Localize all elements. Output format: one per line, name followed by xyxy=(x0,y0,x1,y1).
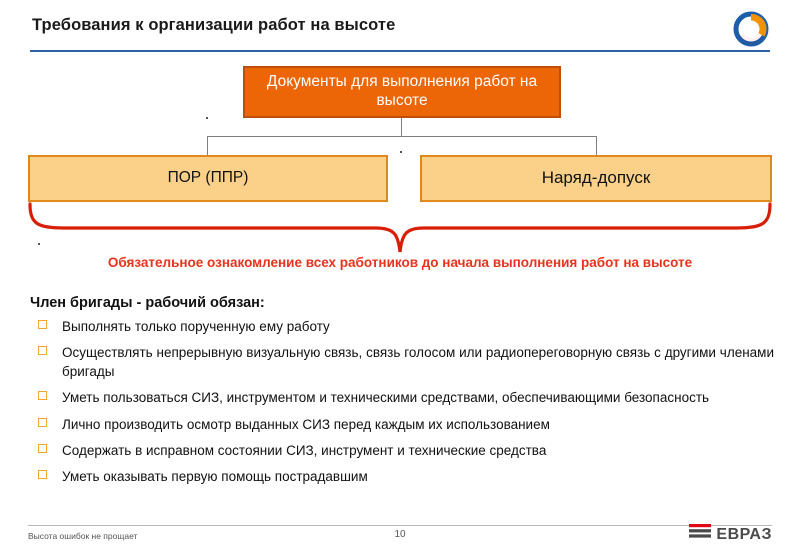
evraz-bars-logo-icon xyxy=(689,524,711,546)
list-item xyxy=(30,343,774,381)
decorative-dot xyxy=(400,151,402,153)
bullet-square-icon xyxy=(38,391,47,400)
diagram-node-por-ppr xyxy=(28,155,388,202)
brand-wordmark: ЕВРАЗ xyxy=(716,526,772,543)
list-item-label: Содержать в исправном состоянии СИЗ, инструмент и технические средства xyxy=(62,442,547,458)
bullet-square-icon xyxy=(38,346,47,355)
list-item xyxy=(30,441,774,460)
bullet-square-icon xyxy=(38,444,47,453)
footer-brand xyxy=(689,524,772,546)
diagram-connector-vertical-top xyxy=(401,118,402,136)
diagram-connector-vertical-left xyxy=(207,136,208,155)
red-curly-brace-icon xyxy=(24,202,776,258)
diagram-node-documents-label: Документы для выполнения работ на высоте xyxy=(266,73,538,109)
page-number: 10 xyxy=(394,529,406,540)
list-item-label: Выполнять только порученную ему работу xyxy=(62,319,330,334)
footer-note: Высота ошибок не прощает xyxy=(28,531,138,541)
page-title: Требования к организации работ на высоте xyxy=(32,16,396,34)
bullet-square-icon xyxy=(38,320,47,329)
list-item-label: Осуществлять непрерывную визуальную связь, связь голосом или радиопереговорную связь с другими членами бригады xyxy=(62,345,774,380)
footer-divider xyxy=(28,525,772,526)
list-item xyxy=(30,317,774,336)
bullet-list xyxy=(30,317,774,493)
bullet-square-icon xyxy=(38,470,47,479)
diagram-node-naryad-dopusk-label: Наряд-допуск xyxy=(541,168,651,188)
list-item-label: Уметь пользоваться СИЗ, инструментом и техническими средствами, обеспечивающими безопасность xyxy=(62,390,710,406)
list-item xyxy=(30,467,774,486)
evraz-ring-logo-icon xyxy=(732,10,770,48)
list-item-label: Уметь оказывать первую помощь пострадавшим xyxy=(62,468,368,484)
bullet-square-icon xyxy=(38,418,47,427)
list-item xyxy=(30,388,774,407)
diagram-node-naryad-dopusk xyxy=(420,155,772,202)
body-heading: Член бригады - рабочий обязан: xyxy=(30,295,265,311)
decorative-dot xyxy=(206,117,208,119)
notice-text: Обязательное ознакомление всех работников до начала выполнения работ на высоте xyxy=(107,255,693,270)
diagram-node-por-ppr-label: ПОР (ППР) xyxy=(167,169,249,187)
diagram-connector-horizontal xyxy=(207,136,596,137)
list-item xyxy=(30,415,774,434)
list-item-label: Лично производить осмотр выданных СИЗ перед каждым их использованием xyxy=(62,416,550,432)
diagram-connector-vertical-right xyxy=(596,136,597,155)
diagram-node-documents xyxy=(243,66,561,118)
header-divider xyxy=(30,50,770,52)
